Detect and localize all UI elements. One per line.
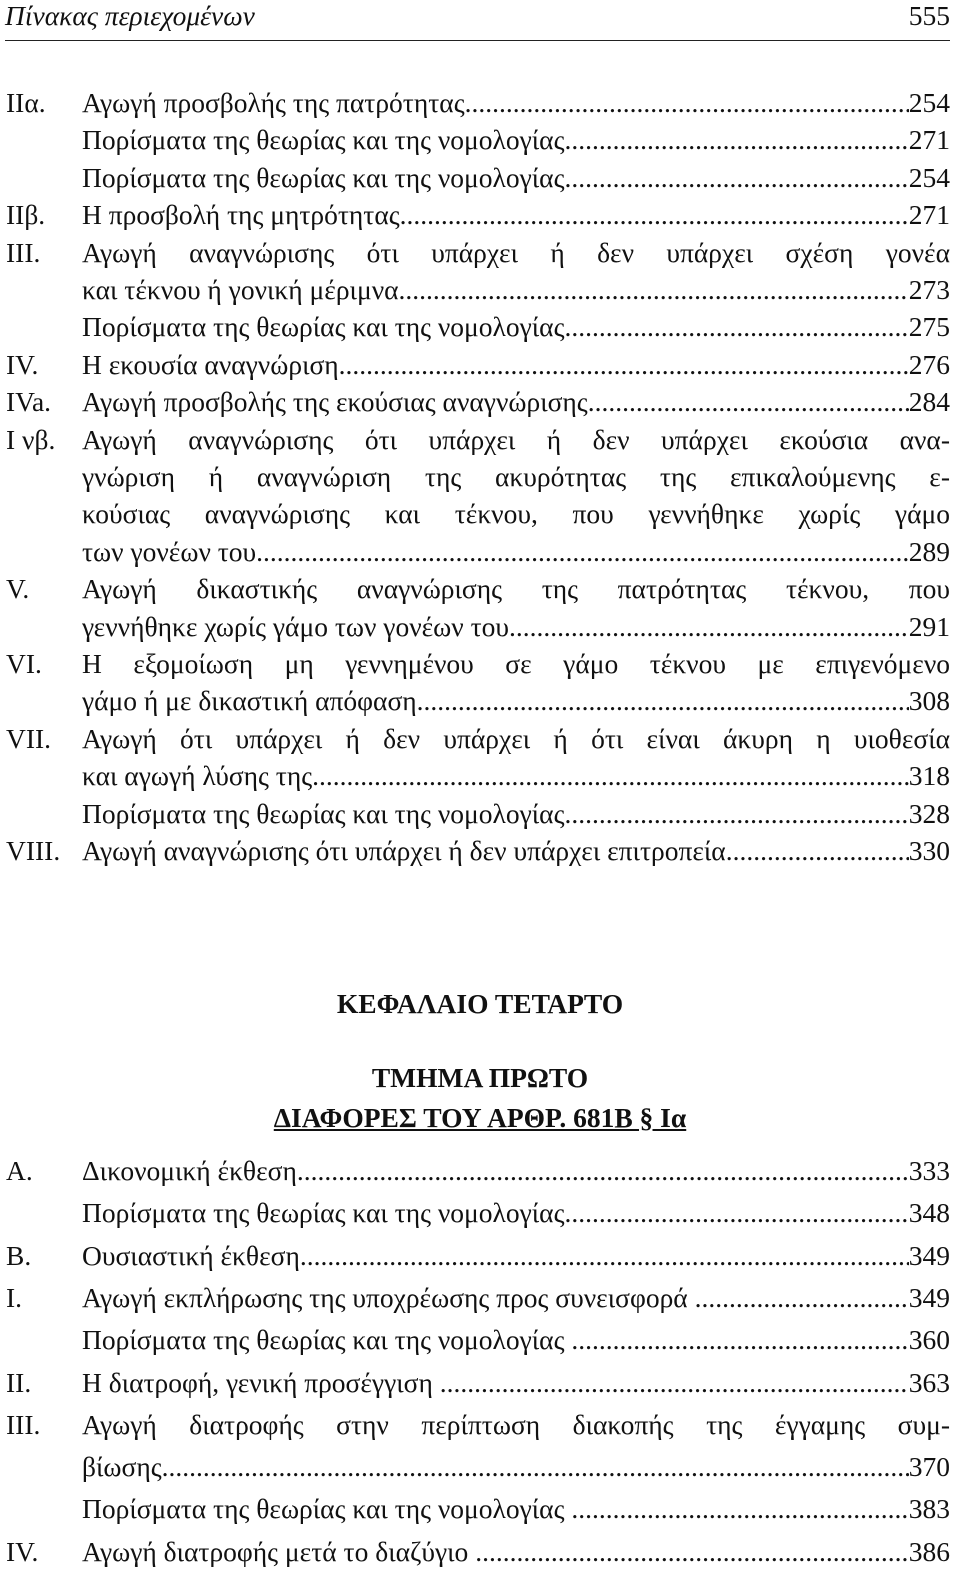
toc-entry [0,683,960,719]
toc-entry-title: Πορίσματα της θεωρίας και της νομολογίας [82,161,565,193]
toc-entry [0,609,960,645]
toc-entry [0,833,960,869]
subsection-heading [0,1098,960,1138]
toc-entry-title: Πορίσματα της θεωρίας και της νομολογίας [82,1493,572,1525]
dot-leader [726,833,909,869]
toc-entry-title: κούσιας αναγνώρισης και τέκνου, που γεννήθηκε χωρίς γάμο [82,498,950,530]
toc-entry-title: Πορίσματα της θεωρίας και της νομολογίας [82,1197,565,1229]
toc-entry [0,1322,960,1358]
toc-entry-title: γάμο ή με δικαστική απόφαση [82,685,417,717]
toc-entry-number: I νβ. [6,423,56,455]
chapter-heading: ΚΕΦΑΛΑΙΟ ΤΕΤΑΡΤΟ [336,988,624,1019]
toc-entry [0,721,960,757]
toc-entry-page: 308 [908,685,950,717]
toc-entry-title: και τέκνου ή γονική μέριμνα [82,274,399,305]
toc-entry-page: 328 [908,797,950,829]
section-heading: ΤΜΗΜΑ ΠΡΩΤΟ [371,1062,589,1093]
toc-entry-number: IVa. [6,386,52,418]
toc-entry-title: των γονέων του [82,535,257,567]
dot-leader [400,197,909,233]
toc-entry-title: Αγωγή αναγνώρισης ότι υπάρχει ή δεν υπάρχει επιτροπεία [82,835,726,866]
toc-entry-title: γεννήθηκε χωρίς γάμο των γονέων του [82,610,510,642]
dot-leader [417,683,909,719]
toc-entry-number: A. [6,1155,33,1186]
toc-entry-number: II. [6,1366,32,1398]
toc-entry-title: Αγωγή προσβολής της πατρότητας [82,87,465,118]
dot-leader [564,160,908,196]
dot-leader [564,122,908,158]
toc-entry-title: Πορίσματα της θεωρίας και της νομολογίας [82,797,565,829]
toc-entry-number: VII. [6,722,52,754]
dot-leader [399,272,909,308]
toc-entry-title: Η εκουσία αναγνώριση [82,348,339,380]
toc-entry [0,384,960,420]
toc-entry [0,160,960,196]
toc-entry-number: VI. [6,648,42,679]
toc-entry [0,347,960,383]
toc-entry-page: 271 [908,124,950,156]
toc-entry-page: 363 [908,1366,950,1398]
toc-entry [0,1449,960,1485]
running-header [5,0,950,41]
toc-entry-number: I. [6,1281,23,1313]
toc-entry [0,646,960,682]
toc-entry-number: V. [6,573,30,605]
toc-entry-page: 271 [908,199,950,231]
toc-entry-title: Δικονομική έκθεση [82,1155,297,1186]
toc-entry [0,1534,960,1570]
toc-entry-number: VIII. [6,835,61,866]
toc-entry-page: 254 [908,87,950,118]
toc-entry-page: 330 [908,835,950,866]
dot-leader [297,1153,909,1189]
toc-entry-title: Αγωγή προσβολής της εκούσιας αναγνώρισης [82,386,588,418]
toc-entry-title: Αγωγή αναγνώρισης ότι υπάρχει ή δεν υπάρχει εκούσια ανα- [82,423,950,455]
dot-leader [440,1365,909,1401]
dot-leader [564,1195,908,1231]
toc-entry-page: 284 [908,386,950,418]
toc-entry-number: B. [6,1239,32,1271]
toc-entry-title: Αγωγή δικαστικής αναγνώρισης της πατρότητας τέκνου, που [82,573,950,605]
toc-entry-number: III. [6,236,41,268]
toc-entry [0,1491,960,1527]
toc-entry [0,534,960,570]
subsection-heading-text: ΔΙΑΦΟΡΕΣ ΤΟΥ ΑΡΘΡ. 681Β § Ια [273,1102,687,1133]
dot-leader [312,758,909,794]
toc-entry-title: Αγωγή ότι υπάρχει ή δεν υπάρχει ή ότι είναι άκυρη η υιοθεσία [82,722,950,754]
dot-leader [339,347,909,383]
dot-leader [571,1491,908,1527]
dot-leader [564,796,908,832]
dot-leader [162,1449,909,1485]
dot-leader [300,1238,909,1274]
toc-entry [0,1407,960,1443]
toc-entry-page: 275 [908,311,950,343]
toc-entry [0,1280,960,1316]
toc-entry-number: III. [6,1408,41,1440]
toc-entry-page: 383 [908,1493,950,1525]
header-title: Πίνακας περιεχομένων [5,0,255,31]
toc-entry-title: Αγωγή διατροφής μετά το διαζύγιο [82,1535,476,1567]
dot-leader [465,85,909,121]
dot-leader [256,534,909,570]
toc-entry-title: Αγωγή αναγνώρισης ότι υπάρχει ή δεν υπάρχει σχέση γονέα [82,236,950,268]
toc-entry-title: Αγωγή διατροφής στην περίπτωση διακοπής της έγγαμης συμ- [82,1408,950,1440]
toc-entry-title: Πορίσματα της θεωρίας και της νομολογίας [82,1324,572,1356]
toc-entry-page: 349 [908,1281,950,1313]
toc-entry-title: Αγωγή εκπλήρωσης της υποχρέωσης προς συνεισφορά [82,1281,695,1313]
toc-entry-number: IV. [6,1535,39,1567]
toc-entry-title: και αγωγή λύσης της [82,760,313,792]
toc-entry-title: Η διατροφή, γενική προσέγγιση [82,1366,440,1398]
toc-entry [0,197,960,233]
toc-entry-title: Πορίσματα της θεωρίας και της νομολογίας [82,124,565,156]
toc-entry-page: 333 [908,1155,950,1186]
toc-entry-page: 348 [908,1197,950,1229]
toc-entry-page: 360 [908,1324,950,1356]
dot-leader [695,1280,909,1316]
toc-entry [0,571,960,607]
toc-entry-page: 254 [908,161,950,193]
toc-entry-title: γνώριση ή αναγνώριση της ακυρότητας της επικαλούμενης ε- [82,461,950,492]
toc-entry [0,122,960,158]
toc-entry [0,1365,960,1401]
dot-leader [588,384,909,420]
toc-entry-number: IIα. [6,87,46,118]
toc-entry-page: 386 [908,1535,950,1567]
toc-entry-title: Πορίσματα της θεωρίας και της νομολογίας [82,311,565,343]
toc-entry [0,758,960,794]
toc-entry [0,796,960,832]
toc-entry-title: Η προσβολή της μητρότητας [82,199,400,231]
toc-entry-page: 273 [908,274,950,305]
toc-entry [0,496,960,532]
toc-entry [0,1195,960,1231]
toc-entry [0,1153,960,1189]
dot-leader [509,609,909,645]
toc-entry [0,235,960,271]
toc-entry-title: Η εξομοίωση μη γεννημένου σε γάμο τέκνου με επιγενόμενο [82,648,950,679]
toc-entry [0,459,960,495]
toc-entry-title: Ουσιαστική έκθεση [82,1239,300,1271]
dot-leader [475,1534,909,1570]
toc-entry-page: 349 [908,1239,950,1271]
toc-entry [0,1238,960,1274]
dot-leader [564,309,908,345]
toc-entry-page: 291 [908,610,950,642]
toc-entry-page: 276 [908,348,950,380]
toc-entry [0,272,960,308]
toc-entry-title: βίωσης [82,1451,162,1483]
toc-entry [0,422,960,458]
toc-entry-page: 370 [908,1451,950,1483]
toc-entry [0,309,960,345]
dot-leader [571,1322,908,1358]
toc-entry-number: IV. [6,348,39,380]
toc-entry-page: 318 [908,760,950,792]
toc-entry [0,85,960,121]
toc-entry-page: 289 [908,535,950,567]
toc-entry-number: IIβ. [6,199,46,231]
header-page-number: 555 [908,0,950,31]
